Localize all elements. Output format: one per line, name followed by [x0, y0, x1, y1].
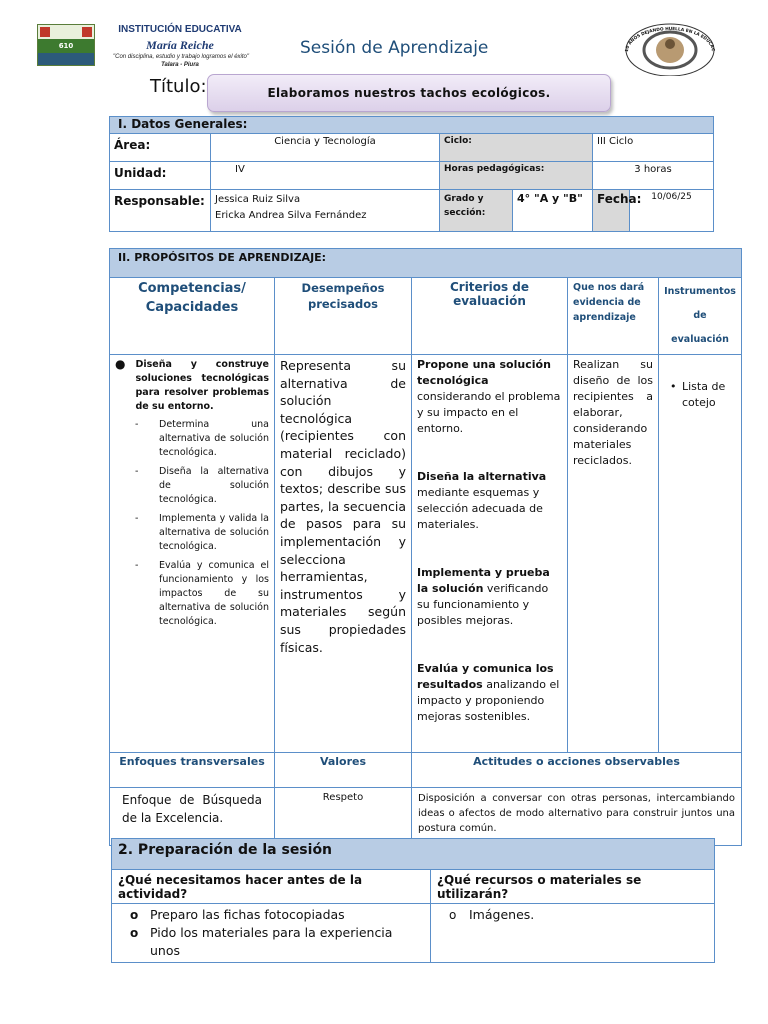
- list-item: o Imágenes.: [437, 906, 708, 924]
- school-logo-number: 610: [58, 42, 74, 50]
- evidencia-text: Realizan su diseño de los recipientes a elaborar, considerando materiales reciclados.: [568, 355, 659, 753]
- capacidades-list: [135, 418, 269, 629]
- unidad-label: Unidad:: [110, 162, 211, 190]
- preparation-heading: 2. Preparación de la sesión: [112, 839, 715, 870]
- page-heading: Sesión de Aprendizaje: [300, 38, 489, 58]
- anniversary-seal: [620, 18, 720, 76]
- valor-text: Respeto: [275, 788, 412, 846]
- col-actitudes: Actitudes o acciones observables: [412, 753, 742, 788]
- responsable-1: Jessica Ruiz Silva: [215, 194, 301, 205]
- grado-value: 4° "A y "B": [513, 190, 593, 232]
- general-data-heading: I. Datos Generales:: [110, 117, 714, 134]
- criterios-cell: [412, 355, 568, 753]
- recursos-list: [437, 906, 708, 924]
- institution-subname: María Reiche: [146, 38, 214, 52]
- list-item: • Lista de cotejo: [670, 379, 736, 411]
- title-label: Título:: [150, 76, 207, 97]
- purposes-heading: II. PROPÓSITOS DE APRENDIZAJE:: [110, 249, 742, 278]
- enfoque-text: Enfoque de Búsqueda de la Excelencia.: [110, 788, 275, 846]
- horas-value: 3 horas: [593, 162, 714, 190]
- session-title: Elaboramos nuestros tachos ecológicos.: [207, 74, 611, 112]
- grado-label: Grado y sección:: [440, 190, 513, 232]
- fecha-label: Fecha:: [593, 190, 630, 232]
- anniversary-seal-text: 10 AÑOS DEJANDO HUELLA EN LA EDUCAC: [624, 26, 716, 53]
- actitud-text: Disposición a conversar con otras personas, intercambiando ideas o afectos de modo alternativo para construir juntos una postura común.: [412, 788, 742, 846]
- col-competencias: Competencias/ Capacidades: [110, 278, 275, 355]
- list-item: - Diseña la alternativa de solución tecnológica.: [135, 465, 269, 507]
- criterio-item: Diseña la alternativa mediante esquemas y selección adecuada de materiales.: [417, 470, 547, 531]
- col-desempenos: Desempeños precisados: [275, 278, 412, 355]
- col-evidencia: Que nos dará evidencia de aprendizaje: [568, 278, 659, 355]
- list-item: o Pido los materiales para la experiencia unos: [118, 924, 424, 960]
- horas-label: Horas pedagógicas:: [440, 162, 593, 190]
- antes-list: [118, 906, 424, 960]
- criterio-item: Evalúa y comunica los resultados analizando el impacto y proponiendo mejoras sostenibles.: [417, 662, 560, 723]
- col-criterios: Criterios de evaluación: [412, 278, 568, 355]
- col-antes: ¿Qué necesitamos hacer antes de la actividad?: [112, 870, 431, 904]
- list-item: - Evalúa y comunica el funcionamiento y los impactos de su alternativa de solución tecnológica.: [135, 559, 269, 629]
- ciclo-label: Ciclo:: [440, 134, 593, 162]
- ciclo-value: III Ciclo: [593, 134, 714, 162]
- area-label: Área:: [110, 134, 211, 162]
- fecha-value: 10/06/25: [630, 190, 714, 232]
- criterio-item: Implementa y prueba la solución verificando su funcionamiento y posibles mejoras.: [417, 566, 550, 627]
- institution-motto: "Con disciplina, estudio y trabajo logramos el éxito": [113, 54, 249, 60]
- competencia-text: Diseña y construye soluciones tecnológicas para resolver problemas de su entorno.: [135, 359, 269, 412]
- desempeno-text: Representa su alternativa de solución tecnológica (recipientes con material reciclado) con dibujos y textos; describe sus partes, la secuencia de pasos para su implementación y selecciona herramientas, instrumentos y materiales según sus propiedades físicas.: [275, 355, 412, 753]
- session-preparation-table: [111, 838, 715, 963]
- col-valores: Valores: [275, 753, 412, 788]
- instrumentos-list: [670, 379, 736, 411]
- responsable-label: Responsable:: [110, 190, 211, 232]
- list-item: - Determina una alternativa de solución tecnológica.: [135, 418, 269, 460]
- recursos-cell: [431, 904, 715, 963]
- list-item: o Preparo las fichas fotocopiadas: [118, 906, 424, 924]
- competencias-cell: [110, 355, 275, 753]
- col-instrumentos: Instrumentos de evaluación: [659, 278, 742, 355]
- responsable-value: [211, 190, 440, 232]
- bullet-icon: ●: [115, 357, 126, 371]
- col-recursos: ¿Qué recursos o materiales se utilizarán?: [431, 870, 715, 904]
- general-data-table: [109, 116, 714, 232]
- responsable-2: Ericka Andrea Silva Fernández: [215, 210, 367, 221]
- institution-city: Talara - Piura: [161, 62, 199, 68]
- unidad-value: IV: [211, 162, 440, 190]
- col-enfoques: Enfoques transversales: [110, 753, 275, 788]
- instrumentos-cell: [659, 355, 742, 753]
- area-value: Ciencia y Tecnología: [211, 134, 440, 162]
- institution-name: INSTITUCIÓN EDUCATIVA: [118, 24, 242, 35]
- antes-cell: [112, 904, 431, 963]
- criterio-item: Propone una solución tecnológica considerando el problema y su impacto en el entorno.: [417, 358, 561, 435]
- learning-purposes-table: [109, 248, 742, 846]
- list-item: - Implementa y valida la alternativa de solución tecnológica.: [135, 512, 269, 554]
